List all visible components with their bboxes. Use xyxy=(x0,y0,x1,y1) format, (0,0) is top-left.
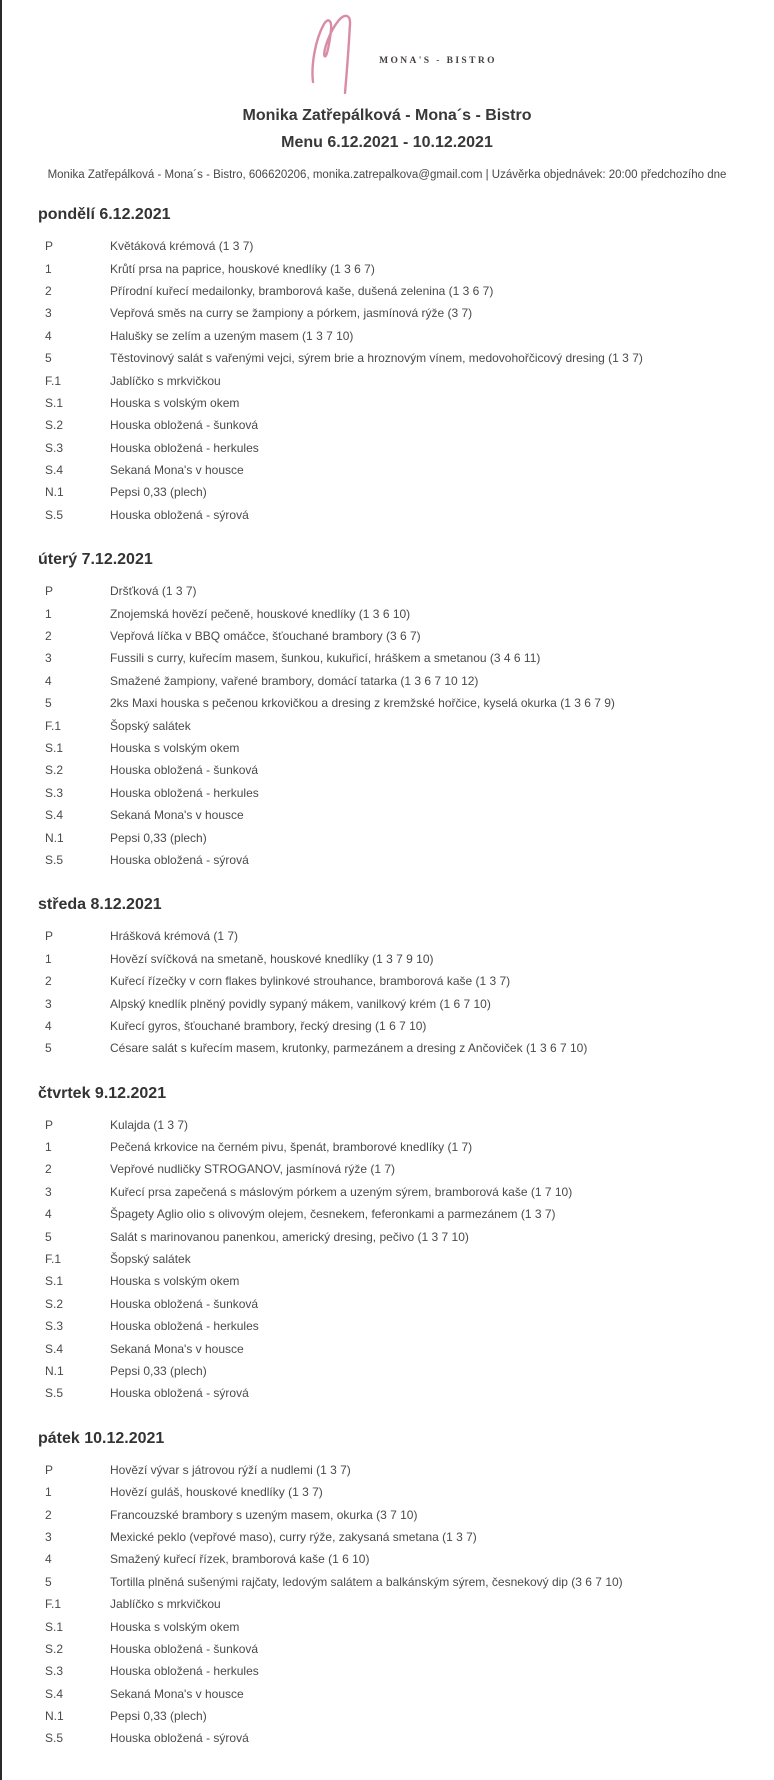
item-code: 4 xyxy=(45,1207,52,1222)
menu-item-row xyxy=(0,1548,774,1570)
item-code: 5 xyxy=(45,696,52,711)
item-description: Kuřecí gyros, šťouchané brambory, řecký dresing (1 6 7 10) xyxy=(110,1018,427,1033)
item-description: Hovězí guláš, houskové knedlíky (1 3 7) xyxy=(110,1485,323,1500)
item-description: Houska obložená - šunková xyxy=(110,418,259,433)
item-code: P xyxy=(45,929,54,944)
item-description: Houska obložená - herkules xyxy=(110,440,259,455)
menu-item-row xyxy=(0,1727,774,1749)
item-description: Špagety Aglio olio s olivovým olejem, česnekem, feferonkami a parmezánem (1 3 7) xyxy=(110,1207,556,1222)
item-description: Houska obložená - herkules xyxy=(110,785,259,800)
day-heading: pondělí 6.12.2021 xyxy=(38,206,171,223)
item-code: 3 xyxy=(45,1184,52,1199)
item-code: 3 xyxy=(45,651,52,666)
item-code: 1 xyxy=(45,261,52,276)
item-code: S.2 xyxy=(45,418,64,433)
menu-item-row xyxy=(0,759,774,781)
menu-item-row xyxy=(0,1136,774,1158)
page-title: Monika Zatřepálková - Mona´s - Bistro xyxy=(242,107,532,124)
item-code: S.4 xyxy=(45,808,64,823)
menu-item-row xyxy=(0,302,774,324)
menu-item-row xyxy=(0,1593,774,1615)
item-description: Halušky se zelím a uzeným masem (1 3 7 10) xyxy=(110,328,354,343)
brand-name: MONA'S - BISTRO xyxy=(379,56,497,66)
item-code: 4 xyxy=(45,1552,52,1567)
item-code: F.1 xyxy=(45,1597,62,1612)
menu-item-row xyxy=(0,414,774,436)
item-description: Pepsi 0,33 (plech) xyxy=(110,1709,207,1724)
day-section xyxy=(0,205,774,526)
item-code: F.1 xyxy=(45,373,62,388)
item-description: Šopský salátek xyxy=(110,718,191,733)
item-description: Hovězí vývar s játrovou rýží a nudlemi (1 3 7) xyxy=(110,1462,351,1477)
item-description: Houska obložená - sýrová xyxy=(110,852,249,867)
day-section xyxy=(0,895,774,1059)
item-code: 4 xyxy=(45,1018,52,1033)
menu-item-row xyxy=(0,235,774,257)
item-description: Jablíčko s mrkvičkou xyxy=(110,1597,221,1612)
item-description: Houska obložená - herkules xyxy=(110,1319,259,1334)
item-description: Kuřecí prsa zapečená s máslovým pórkem a uzeným sýrem, bramborová kaše (1 7 10) xyxy=(110,1184,573,1199)
menu-item-row xyxy=(0,1615,774,1637)
day-heading: čtvrtek 9.12.2021 xyxy=(38,1084,167,1102)
item-description: Salát s marinovanou panenkou, americký dresing, pečivo (1 3 7 10) xyxy=(110,1229,469,1244)
item-code: S.5 xyxy=(45,852,64,867)
item-code: N.1 xyxy=(45,485,64,500)
item-code: S.1 xyxy=(45,741,64,755)
item-code: S.3 xyxy=(45,785,64,800)
menu-item-row xyxy=(0,504,774,526)
item-description: Sekaná Mona's v housce xyxy=(110,1341,244,1356)
item-description: Houska s volským okem xyxy=(110,1619,240,1634)
item-description: Smažený kuřecí řízek, bramborová kaše (1 6 10) xyxy=(110,1552,370,1567)
menu-item-row xyxy=(0,647,774,669)
menu-item-row xyxy=(0,347,774,369)
day-heading: pátek 10.12.2021 xyxy=(38,1429,165,1447)
item-code: 1 xyxy=(45,1140,52,1155)
item-description: Pepsi 0,33 (plech) xyxy=(110,1363,207,1378)
item-description: Mexické peklo (vepřové maso), curry rýže, zakysaná smetana (1 3 7) xyxy=(110,1529,477,1544)
item-description: Smažené žampiony, vařené brambory, domácí tatarka (1 3 6 7 10 12) xyxy=(110,673,479,688)
item-code: 2 xyxy=(45,629,52,644)
item-description: Znojemská hovězí pečeně, houskové knedlíky (1 3 6 10) xyxy=(110,606,411,621)
contact-line: Monika Zatřepálková - Mona´s - Bistro, 606620206, monika.zatrepalkova@gmail.com | Uzávěrka objednávek: 20:00 předchozího dne xyxy=(47,169,727,181)
menu-item-row xyxy=(0,992,774,1014)
item-description: Houska obložená - sýrová xyxy=(110,507,249,522)
menu-days xyxy=(0,205,774,1780)
item-code: S.5 xyxy=(45,1731,64,1746)
brand-logo xyxy=(16,10,774,98)
menu-item-row xyxy=(0,1705,774,1727)
item-description: Sekaná Mona's v housce xyxy=(110,808,244,823)
menu-item-row xyxy=(0,1571,774,1593)
item-code: P xyxy=(45,1462,54,1477)
menu-item-row xyxy=(0,804,774,826)
item-code: S.5 xyxy=(45,507,64,522)
item-description: Houska obložená - sýrová xyxy=(110,1386,249,1401)
item-description: Přírodní kuřecí medailonky, bramborová kaše, dušená zelenina (1 3 6 7) xyxy=(110,283,494,298)
item-description: Houska s volským okem xyxy=(110,395,240,410)
day-section xyxy=(0,1429,774,1750)
item-description: Kulajda (1 3 7) xyxy=(110,1117,189,1132)
menu-item-row xyxy=(0,1481,774,1503)
item-code: 3 xyxy=(45,306,52,321)
item-code: S.5 xyxy=(45,1386,64,1401)
item-description: Květáková krémová (1 3 7) xyxy=(110,239,254,254)
item-code: S.2 xyxy=(45,1641,64,1656)
menu-item-row xyxy=(0,1015,774,1037)
day-section xyxy=(0,1084,774,1405)
menu-item-row xyxy=(0,392,774,414)
menu-item-row xyxy=(0,1203,774,1225)
item-code: 3 xyxy=(45,996,52,1011)
item-description: Houska obložená - šunková xyxy=(110,1641,259,1656)
menu-item-row xyxy=(0,625,774,647)
menu-item-row xyxy=(0,437,774,459)
day-heading: středa 8.12.2021 xyxy=(38,896,162,914)
menu-item-row xyxy=(0,1682,774,1704)
item-description: Césare salát s kuřecím masem, krutonky, parmezánem a dresing z Ančoviček (1 3 6 7 10) xyxy=(110,1041,588,1056)
item-code: S.4 xyxy=(45,1341,64,1356)
item-code: S.1 xyxy=(45,395,64,410)
item-code: 3 xyxy=(45,1529,52,1544)
menu-item-row xyxy=(0,580,774,602)
item-description: Francouzské brambory s uzeným masem, okurka (3 7 10) xyxy=(110,1507,418,1522)
item-code: S.3 xyxy=(45,1319,64,1334)
item-description: Šopský salátek xyxy=(110,1252,191,1267)
item-description: Houska obložená - herkules xyxy=(110,1664,259,1679)
item-description: Vepřové nudličky STROGANOV, jasmínová rýže (1 7) xyxy=(110,1162,395,1177)
item-code: S.3 xyxy=(45,1664,64,1679)
item-code: 1 xyxy=(45,606,52,621)
menu-item-row xyxy=(0,670,774,692)
item-code: 2 xyxy=(45,283,52,298)
menu-item-row xyxy=(0,737,774,759)
item-code: S.3 xyxy=(45,440,64,455)
item-code: 1 xyxy=(45,1485,52,1500)
item-code: N.1 xyxy=(45,1709,64,1724)
menu-item-row xyxy=(0,1382,774,1404)
item-description: Houska obložená - sýrová xyxy=(110,1731,249,1746)
menu-item-row xyxy=(0,714,774,736)
item-code: F.1 xyxy=(45,1252,62,1267)
item-description: Sekaná Mona's v housce xyxy=(110,463,244,478)
menu-item-row xyxy=(0,481,774,503)
menu-item-row xyxy=(0,1114,774,1136)
item-code: P xyxy=(45,584,54,599)
menu-item-row xyxy=(0,849,774,871)
item-code: 4 xyxy=(45,673,52,688)
page-left-border xyxy=(0,0,2,1780)
item-description: Vepřová líčka v BBQ omáčce, šťouchané brambory (3 6 7) xyxy=(110,629,421,644)
menu-item-row xyxy=(0,280,774,302)
item-code: S.1 xyxy=(45,1619,64,1634)
item-description: Fussili s curry, kuřecím masem, šunkou, kukuřicí, hráškem a smetanou (3 4 6 11) xyxy=(110,651,541,666)
menu-item-row xyxy=(0,1660,774,1682)
item-code: S.4 xyxy=(45,463,64,478)
item-description: Houska s volským okem xyxy=(110,741,240,755)
item-description: Dršťková (1 3 7) xyxy=(110,584,197,599)
menu-item-row xyxy=(0,1037,774,1059)
item-description: Krůtí prsa na paprice, houskové knedlíky (1 3 6 7) xyxy=(110,261,375,276)
item-description: Houska obložená - šunková xyxy=(110,1296,259,1311)
item-code: S.4 xyxy=(45,1686,64,1701)
item-code: 1 xyxy=(45,951,52,966)
item-code: 2 xyxy=(45,974,52,989)
menu-item-row xyxy=(0,1293,774,1315)
item-code: 4 xyxy=(45,328,52,343)
item-description: Těstovinový salát s vařenými vejci, sýrem brie a hroznovým vínem, medovohořčicový dresing (1 3 7) xyxy=(110,351,643,366)
item-description: Jablíčko s mrkvičkou xyxy=(110,373,221,388)
menu-item-row xyxy=(0,948,774,970)
item-description: Tortilla plněná sušenými rajčaty, ledovým salátem a balkánským sýrem, česnekový dip (3 6 7 10) xyxy=(110,1574,623,1589)
menu-item-row xyxy=(0,970,774,992)
menu-item-row xyxy=(0,1181,774,1203)
item-description: Kuřecí řízečky v corn flakes bylinkové strouhance, bramborová kaše (1 3 7) xyxy=(110,974,511,989)
item-code: F.1 xyxy=(45,718,62,733)
menu-item-row xyxy=(0,1270,774,1292)
item-description: Houska obložená - šunková xyxy=(110,763,259,778)
menu-item-row xyxy=(0,1225,774,1247)
item-code: N.1 xyxy=(45,830,64,845)
item-description: Pepsi 0,33 (plech) xyxy=(110,485,207,500)
item-code: 5 xyxy=(45,1574,52,1589)
menu-item-row xyxy=(0,1248,774,1270)
menu-item-row xyxy=(0,1337,774,1359)
menu-item-row xyxy=(0,925,774,947)
menu-item-row xyxy=(0,369,774,391)
item-code: P xyxy=(45,1117,54,1132)
menu-item-row xyxy=(0,1503,774,1525)
item-description: Pečená krkovice na černém pivu, špenát, bramborové knedlíky (1 7) xyxy=(110,1140,473,1155)
day-section xyxy=(0,550,774,871)
menu-item-row xyxy=(0,692,774,714)
item-description: Pepsi 0,33 (plech) xyxy=(110,830,207,845)
item-description: Vepřová směs na curry se žampiony a pórkem, jasmínová rýže (3 7) xyxy=(110,306,473,321)
menu-header xyxy=(0,10,774,181)
item-code: N.1 xyxy=(45,1363,64,1378)
menu-date-range: Menu 6.12.2021 - 10.12.2021 xyxy=(281,134,493,151)
menu-item-row xyxy=(0,1158,774,1180)
item-description: Hrášková krémová (1 7) xyxy=(110,929,239,944)
menu-item-row xyxy=(0,826,774,848)
item-description: Sekaná Mona's v housce xyxy=(110,1686,244,1701)
item-description: 2ks Maxi houska s pečenou krkovičkou a dresing z kremžské hořčice, kyselá okurka (1 3 6 7 9) xyxy=(110,696,615,711)
item-code: S.2 xyxy=(45,1296,64,1311)
item-code: 5 xyxy=(45,1041,52,1056)
menu-item-row xyxy=(0,1459,774,1481)
item-code: 2 xyxy=(45,1507,52,1522)
menu-item-row xyxy=(0,1526,774,1548)
item-code: 5 xyxy=(45,351,52,366)
menu-item-row xyxy=(0,602,774,624)
item-code: 5 xyxy=(45,1229,52,1244)
item-code: S.2 xyxy=(45,763,64,778)
menu-item-row xyxy=(0,257,774,279)
item-code: 2 xyxy=(45,1162,52,1177)
menu-item-row xyxy=(0,1315,774,1337)
menu-item-row xyxy=(0,1360,774,1382)
menu-item-row xyxy=(0,1638,774,1660)
menu-item-row xyxy=(0,459,774,481)
day-heading: úterý 7.12.2021 xyxy=(38,551,153,569)
item-description: Hovězí svíčková na smetaně, houskové knedlíky (1 3 7 9 10) xyxy=(110,951,434,966)
item-description: Houska s volským okem xyxy=(110,1274,240,1289)
item-description: Alpský knedlík plněný povidly sypaný mákem, vanilkový krém (1 6 7 10) xyxy=(110,996,491,1011)
menu-item-row xyxy=(0,325,774,347)
monogram-m-icon xyxy=(309,14,367,94)
item-code: P xyxy=(45,239,54,254)
item-code: S.1 xyxy=(45,1274,64,1289)
menu-item-row xyxy=(0,782,774,804)
